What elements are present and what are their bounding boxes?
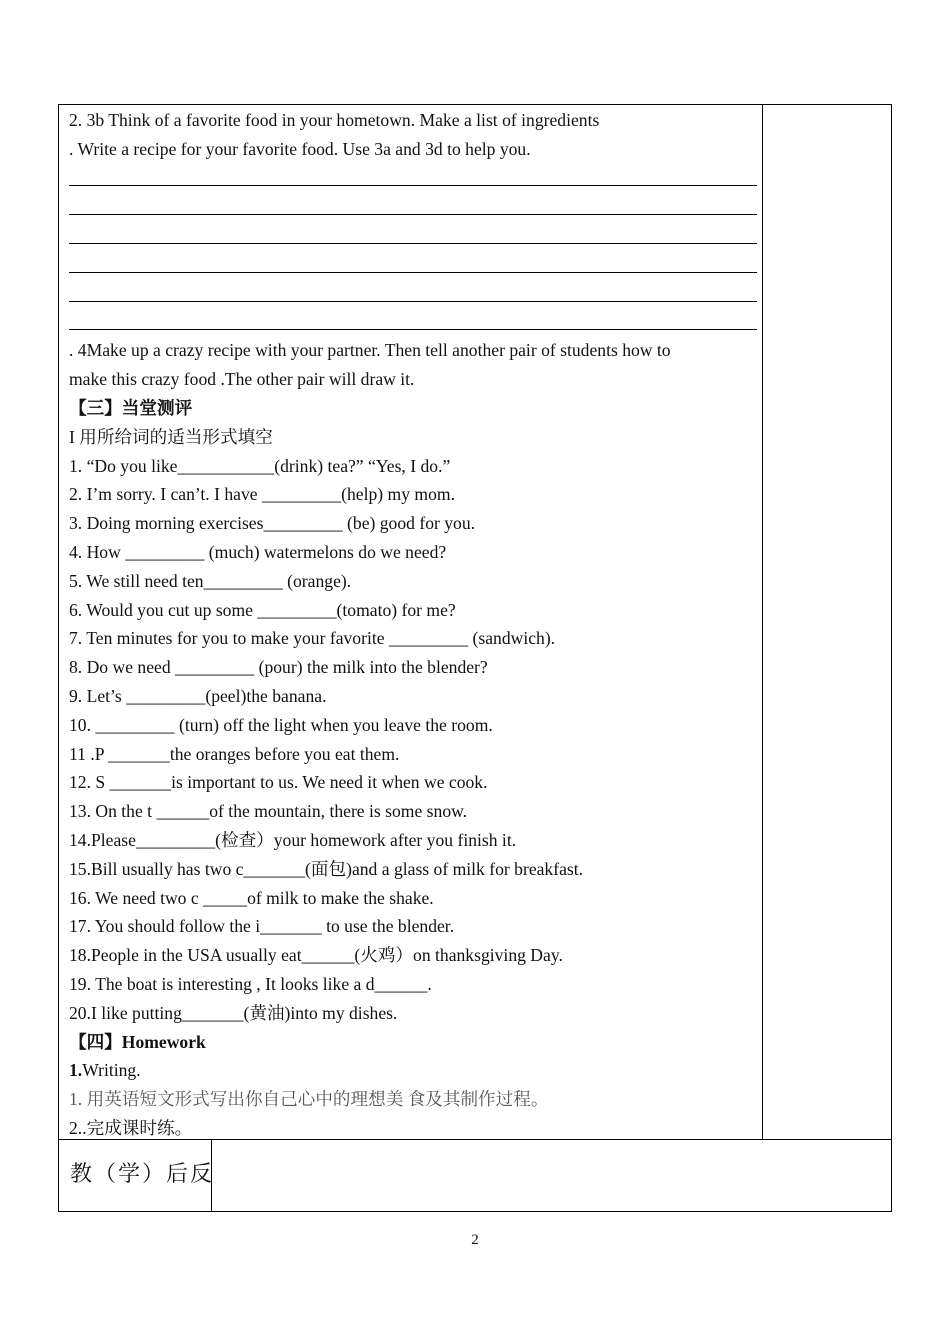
- exercise-item: 8. Do we need _________ (pour) the milk into the blender?: [69, 657, 488, 678]
- exercise-item: 20.I like putting_______(黄油)into my dishes.: [69, 1002, 398, 1023]
- notes-column-divider: [762, 104, 763, 1140]
- section-4-line-1: . 4Make up a crazy recipe with your partner. Then tell another pair of students how to: [69, 340, 671, 361]
- section-3b-line-1: 2. 3b Think of a favorite food in your hometown. Make a list of ingredients: [69, 110, 600, 130]
- exercise-item: 4. How _________ (much) watermelons do we need?: [69, 541, 447, 562]
- exercise-item: 5. We still need ten_________ (orange).: [69, 570, 352, 591]
- exercise-item: 12. S _______is important to us. We need it when we cook.: [69, 772, 488, 793]
- page-number: 2: [471, 1232, 479, 1248]
- exercise-item: 13. On the t ______of the mountain, there is some snow.: [69, 801, 468, 822]
- homework-item-1: [69, 1056, 749, 1085]
- section-4-line-2: make this crazy food .The other pair will draw it.: [69, 369, 415, 390]
- homework-item-2: 2..完成课时练。: [69, 1117, 193, 1138]
- exercise-item: 9. Let’s _________(peel)the banana.: [69, 685, 327, 706]
- homework-heading: 【四】Homework: [69, 1031, 206, 1052]
- exercise-item: 3. Doing morning exercises_________ (be) good for you.: [69, 513, 476, 534]
- exercise-item: 11 .P _______the oranges before you eat them.: [69, 743, 400, 764]
- exercise-item: 15.Bill usually has two c_______(面包)and a glass of milk for breakfast.: [69, 858, 584, 879]
- writing-blank-line[interactable]: [69, 308, 749, 337]
- writing-blank-line[interactable]: [69, 221, 749, 250]
- exercise-item: 18.People in the USA usually eat______(火鸡）on thanksgiving Day.: [69, 945, 563, 966]
- exercise-item: 10. _________ (turn) off the light when you leave the room.: [69, 714, 493, 735]
- homework-item-1-text: Writing.: [82, 1060, 141, 1081]
- exercise-item: 7. Ten minutes for you to make your favorite _________ (sandwich).: [69, 628, 556, 649]
- writing-blank-line[interactable]: [69, 250, 749, 279]
- reflection-label: 教（学）后反: [70, 1161, 215, 1186]
- table-bottom-border: [58, 1211, 892, 1212]
- exercise-item: 16. We need two c _____of milk to make the shake.: [69, 887, 434, 908]
- table-right-border: [891, 104, 892, 1212]
- exercise-item: 6. Would you cut up some _________(tomato) for me?: [69, 599, 456, 620]
- lesson-content: [69, 106, 749, 1143]
- exercise-item: 17. You should follow the i_______ to use the blender.: [69, 916, 455, 937]
- homework-item-1-detail: 1. 用英语短文形式写出你自己心中的理想美 食及其制作过程。: [69, 1089, 549, 1110]
- section-3b-line-2: . Write a recipe for your favorite food. Use 3a and 3d to help you.: [69, 138, 531, 159]
- exercise-item: 19. The boat is interesting , It looks like a d______.: [69, 973, 432, 994]
- assessment-heading: 【三】当堂测评: [69, 397, 193, 418]
- assessment-instruction: I 用所给词的适当形式填空: [69, 426, 273, 447]
- table-top-border: [58, 104, 892, 105]
- table-left-border: [58, 104, 59, 1212]
- homework-item-1-number: 1.: [69, 1060, 83, 1081]
- writing-blank-line[interactable]: [69, 279, 749, 308]
- exercise-item: 2. I’m sorry. I can’t. I have _________(help) my mom.: [69, 484, 455, 505]
- exercise-item: 1. “Do you like___________(drink) tea?” “Yes, I do.”: [69, 455, 451, 476]
- writing-blank-line[interactable]: [69, 192, 749, 221]
- exercise-item: 14.Please_________(检查）your homework after you finish it.: [69, 829, 517, 850]
- writing-blank-line[interactable]: [69, 164, 749, 193]
